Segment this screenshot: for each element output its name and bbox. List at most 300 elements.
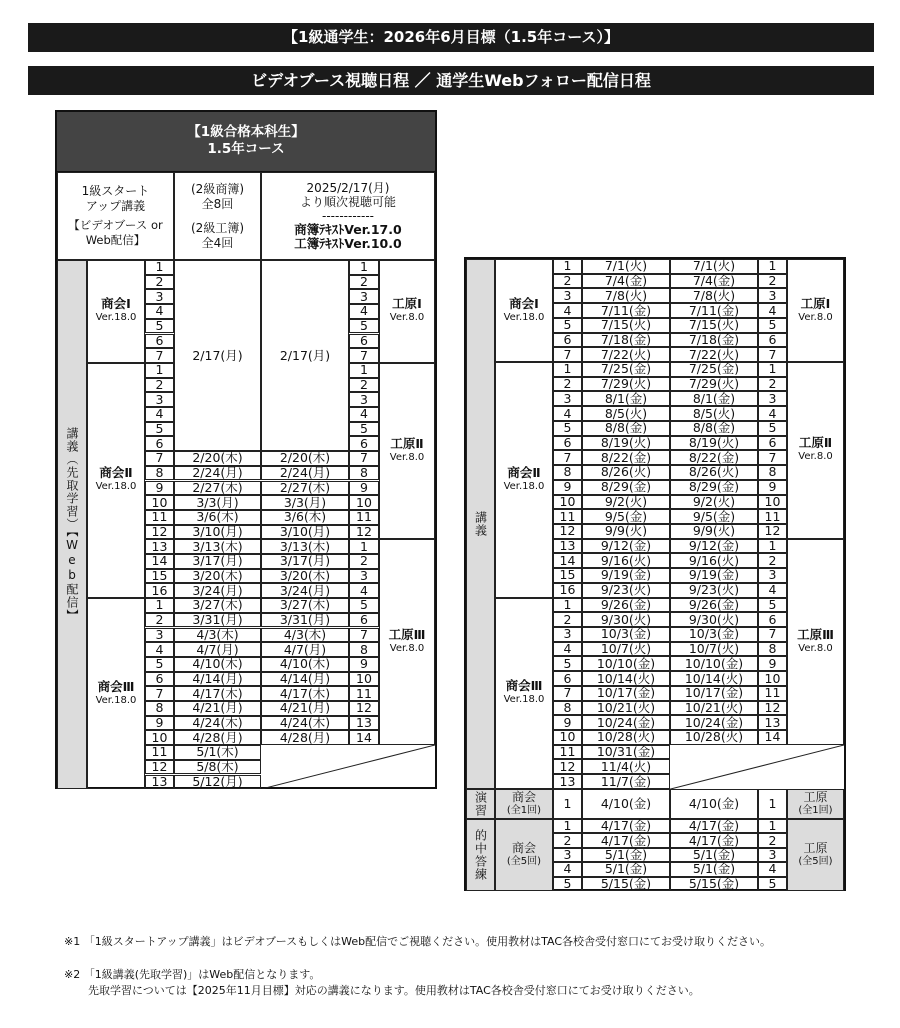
lecture-date: 7/25(金): [670, 362, 758, 377]
lecture-date: 9/9(火): [670, 524, 758, 539]
first-release-left: 2/17(月): [174, 260, 261, 451]
lecture-number: 9: [145, 481, 174, 496]
lecture-date: 10/3(金): [670, 627, 758, 642]
subject-name: 工原Ⅲ: [797, 626, 834, 642]
lecture-date: 9/5(金): [670, 509, 758, 524]
lecture-number: 8: [553, 701, 582, 716]
enshu-date: 4/10(金): [582, 789, 670, 819]
lecture-number: 1: [758, 539, 787, 554]
lecture-number: 2: [145, 275, 174, 290]
subject-count: (全5回): [798, 856, 833, 867]
lecture-number: 11: [349, 686, 379, 701]
enshu-right-subject: [787, 789, 844, 819]
lecture-number: 7: [758, 450, 787, 465]
lecture-number: 11: [758, 509, 787, 524]
lecture-number: 7: [349, 348, 379, 363]
lecture-date: 11/4(火): [582, 759, 670, 774]
lecture-number: 5: [553, 318, 582, 333]
lecture-number: 1: [553, 259, 582, 274]
lecture-date: 10/17(金): [670, 686, 758, 701]
lecture-number: 4: [553, 303, 582, 318]
lecture-number: 13: [349, 716, 379, 731]
tekichu-number: 2: [758, 833, 787, 847]
lecture-number: 9: [758, 656, 787, 671]
subject-version: Ver.18.0: [95, 312, 137, 324]
lecture-number: 9: [349, 481, 379, 496]
lecture-date: 9/16(火): [582, 553, 670, 568]
subject-version: Ver.18.0: [503, 694, 545, 706]
lecture-date: 10/14(火): [582, 671, 670, 686]
lecture-number: 4: [758, 303, 787, 318]
lecture-number: 4: [145, 304, 174, 319]
lecture-number: 6: [349, 334, 379, 349]
lecture-date: 3/3(月): [261, 495, 349, 510]
lecture-date: 7/22(火): [582, 347, 670, 362]
lecture-number: 7: [758, 627, 787, 642]
lecture-date: 4/24(木): [261, 716, 349, 731]
lecture-date: 8/5(火): [670, 406, 758, 421]
lecture-number: 1: [145, 260, 174, 275]
lecture-date: 3/31(月): [261, 613, 349, 628]
lecture-number: 7: [145, 348, 174, 363]
shobo-label: (2級商簿): [191, 181, 244, 196]
lecture-date: 10/3(金): [582, 627, 670, 642]
subject-name: 工原Ⅰ: [392, 296, 422, 312]
lecture-number: 7: [145, 451, 174, 466]
lecture-date: 3/24(月): [174, 583, 261, 598]
lecture-date: 3/20(木): [174, 569, 261, 584]
lecture-number: 13: [553, 774, 582, 789]
lecture-date: 2/24(月): [174, 466, 261, 481]
shobo-text-version: 商簿ﾃｷｽﾄVer.17.0: [294, 222, 402, 237]
lecture-date: 7/15(火): [582, 318, 670, 333]
subject-version: Ver.8.0: [389, 312, 425, 324]
lecture-number: 6: [145, 672, 174, 687]
subject-version: Ver.8.0: [798, 642, 833, 654]
lecture-number: 5: [145, 422, 174, 437]
side-label: 講義: [473, 511, 488, 537]
lecture-number: 5: [553, 656, 582, 671]
lecture-number: 8: [553, 465, 582, 480]
lecture-date: 7/29(火): [670, 377, 758, 392]
lecture-date: 8/26(火): [670, 465, 758, 480]
subject-name: 工原: [803, 841, 828, 855]
footnote-1: ※1 「1級スタートアップ講義」はビデオブースもしくはWeb配信でご視聴ください。使用教材はTAC各校舎受付窓口にてお受け取りください。: [64, 935, 772, 948]
kobo-label: (2級工簿): [191, 220, 244, 235]
right-schedule-table: [464, 257, 846, 891]
page-title: 【1級通学生：2026年6月目標（1.5年コース）】: [283, 28, 619, 46]
lecture-number: 3: [349, 569, 379, 584]
lecture-number: 15: [145, 569, 174, 584]
lecture-number: 2: [553, 377, 582, 392]
startup-label: アップ講義: [85, 199, 146, 213]
lecture-date: 4/3(木): [261, 628, 349, 643]
tekichu-date: 4/17(金): [670, 819, 758, 833]
lecture-number: 3: [758, 568, 787, 583]
lecture-number: 12: [758, 701, 787, 716]
subject-version: Ver.8.0: [389, 643, 425, 655]
lecture-number: 12: [349, 701, 379, 716]
course-header: [57, 112, 435, 172]
lecture-number: 3: [553, 627, 582, 642]
lecture-date: 8/19(火): [582, 436, 670, 451]
lecture-date: 2/27(木): [174, 481, 261, 496]
lecture-number: 13: [145, 539, 174, 554]
startup-medium: Web配信】: [85, 233, 146, 247]
subject-name: 商会Ⅲ: [97, 678, 135, 694]
tekichu-date: 5/15(金): [582, 877, 670, 891]
subject-version: Ver.18.0: [95, 694, 137, 706]
subject-name: 商会: [511, 841, 536, 855]
tekichu-label: 的中答練: [473, 829, 488, 881]
subject-name: 商会Ⅲ: [505, 678, 543, 694]
lecture-date: 9/5(金): [582, 509, 670, 524]
lecture-date: 4/14(月): [261, 672, 349, 687]
lecture-date: 8/22(金): [670, 450, 758, 465]
lecture-number: 1: [145, 363, 174, 378]
lecture-number: 9: [349, 657, 379, 672]
lecture-number: 4: [758, 406, 787, 421]
lecture-date: 4/24(木): [174, 716, 261, 731]
lecture-number: 3: [349, 289, 379, 304]
lecture-number: 12: [553, 524, 582, 539]
lecture-number: 5: [349, 422, 379, 437]
lecture-number: 2: [349, 554, 379, 569]
lecture-date: 9/30(火): [670, 612, 758, 627]
lecture-date: 3/27(木): [174, 598, 261, 613]
subject-kogen-1: [787, 259, 844, 362]
lecture-date: 4/14(月): [174, 672, 261, 687]
subject-kogen-2: [379, 363, 435, 539]
lecture-number: 3: [553, 391, 582, 406]
lecture-number: 2: [553, 612, 582, 627]
lecture-date: 9/23(火): [582, 583, 670, 598]
enshu-date: 4/10(金): [670, 789, 758, 819]
lecture-number: 5: [758, 598, 787, 613]
lecture-date: 7/4(金): [670, 274, 758, 289]
lecture-number: 4: [758, 583, 787, 598]
tekichu-right-subject: [787, 819, 844, 891]
left-schedule-table: [55, 110, 437, 789]
tekichu-date: 5/1(金): [670, 848, 758, 862]
lecture-number: 10: [553, 730, 582, 745]
lecture-date: 4/17(木): [261, 686, 349, 701]
course-subtitle: 1.5年コース: [207, 141, 285, 157]
subject-name: 工原Ⅱ: [798, 435, 833, 451]
lecture-number: 9: [553, 480, 582, 495]
subject-shokai-2: [495, 362, 553, 598]
lecture-date: 9/2(火): [670, 495, 758, 510]
lecture-number: 6: [758, 333, 787, 348]
lecture-date: 3/6(木): [174, 510, 261, 525]
lecture-date: 7/25(金): [582, 362, 670, 377]
release-note: より順次視聴可能: [299, 195, 396, 209]
subject-name: 商会Ⅱ: [99, 465, 133, 481]
lecture-number: 16: [553, 583, 582, 598]
subject-kogen-3: [379, 539, 435, 745]
page-title-bar: [28, 23, 874, 52]
release-info-cell: [261, 172, 435, 260]
subject-name: 商会: [511, 790, 536, 804]
diagonal-line: [261, 745, 435, 789]
lecture-date: 10/7(火): [670, 642, 758, 657]
lecture-number: 1: [758, 362, 787, 377]
lecture-date: 8/29(金): [670, 480, 758, 495]
lecture-number: 5: [349, 598, 379, 613]
lecture-date: 5/8(木): [174, 760, 261, 775]
lecture-date: 10/14(火): [670, 671, 758, 686]
lecture-number: 10: [145, 730, 174, 745]
lecture-number: 12: [553, 759, 582, 774]
lecture-number: 6: [349, 613, 379, 628]
lecture-number: 13: [553, 539, 582, 554]
lecture-number: 7: [553, 347, 582, 362]
lecture-date: 10/21(火): [670, 701, 758, 716]
lecture-date: 3/17(月): [174, 554, 261, 569]
lecture-date: 9/30(火): [582, 612, 670, 627]
lecture-number: 6: [758, 612, 787, 627]
subject-shokai-2: [87, 363, 145, 598]
lecture-number: 12: [145, 525, 174, 540]
lecture-number: 5: [145, 319, 174, 334]
lecture-number: 1: [145, 598, 174, 613]
lecture-date: 7/8(火): [582, 288, 670, 303]
lecture-date: 5/12(月): [174, 775, 261, 790]
lecture-date: 3/10(月): [261, 525, 349, 540]
lecture-number: 11: [758, 686, 787, 701]
lecture-date: 9/19(金): [670, 568, 758, 583]
lecture-date: 9/26(金): [670, 598, 758, 613]
tekichu-number: 5: [553, 877, 582, 891]
lecture-date: 9/19(金): [582, 568, 670, 583]
side-label-cell: [57, 260, 87, 789]
lecture-number: 4: [349, 304, 379, 319]
lecture-number: 3: [553, 288, 582, 303]
empty-cell-diagonal: [261, 745, 435, 789]
lecture-date: 7/18(金): [670, 333, 758, 348]
lecture-number: 8: [145, 466, 174, 481]
tekichu-date: 4/17(金): [582, 819, 670, 833]
lecture-date: 9/12(金): [582, 539, 670, 554]
tekichu-label-cell: [466, 819, 495, 891]
subject-version: Ver.18.0: [503, 480, 545, 492]
lecture-number: 8: [349, 642, 379, 657]
lecture-date: 7/11(金): [670, 303, 758, 318]
tekichu-date: 5/1(金): [670, 862, 758, 876]
lecture-number: 3: [145, 289, 174, 304]
lecture-number: 3: [145, 628, 174, 643]
kobo-count: 全4回: [201, 235, 234, 250]
lecture-number: 5: [553, 421, 582, 436]
subject-count: (全1回): [506, 805, 542, 816]
lecture-number: 14: [349, 730, 379, 745]
lecture-date: 4/28(月): [174, 730, 261, 745]
lecture-date: 7/22(火): [670, 347, 758, 362]
lecture-number: 1: [349, 260, 379, 275]
tekichu-number: 2: [553, 833, 582, 847]
lecture-number: 1: [349, 539, 379, 554]
lecture-date: 4/10(木): [261, 657, 349, 672]
subject-name: 工原Ⅱ: [390, 436, 424, 452]
lecture-date: 2/20(木): [174, 451, 261, 466]
lecture-date: 9/23(火): [670, 583, 758, 598]
lecture-number: 7: [349, 451, 379, 466]
lecture-date: 7/1(火): [582, 259, 670, 274]
release-separator: ------------: [322, 209, 374, 223]
lecture-date: 2/24(月): [261, 466, 349, 481]
lecture-number: 10: [349, 672, 379, 687]
lecture-number: 11: [145, 510, 174, 525]
lecture-number: 7: [553, 450, 582, 465]
subject-shokai-3: [495, 598, 553, 789]
shobo-count: 全8回: [201, 196, 234, 211]
lecture-date: 8/8(金): [670, 421, 758, 436]
lecture-date: 4/28(月): [261, 730, 349, 745]
lecture-number: 10: [145, 495, 174, 510]
lecture-number: 2: [145, 613, 174, 628]
lecture-number: 6: [349, 436, 379, 451]
lecture-number: 14: [145, 554, 174, 569]
tekichu-date: 5/15(金): [670, 877, 758, 891]
tekichu-number: 3: [553, 848, 582, 862]
lecture-number: 6: [145, 334, 174, 349]
startup-label: 1級スタート: [81, 184, 150, 198]
subject-shokai-1: [495, 259, 553, 362]
lecture-date: 4/7(月): [261, 642, 349, 657]
lecture-date: 10/10(金): [670, 656, 758, 671]
lecture-date: 8/19(火): [670, 436, 758, 451]
lecture-number: 1: [349, 363, 379, 378]
subject-version: Ver.18.0: [95, 481, 137, 493]
lecture-number: 11: [553, 509, 582, 524]
lecture-number: 2: [758, 377, 787, 392]
lecture-number: 2: [758, 274, 787, 289]
lecture-number: 2: [349, 378, 379, 393]
lecture-number: 3: [758, 288, 787, 303]
lecture-number: 7: [553, 686, 582, 701]
subject-name: 工原Ⅰ: [800, 295, 831, 311]
lecture-number: 2: [145, 378, 174, 393]
lecture-date: 7/4(金): [582, 274, 670, 289]
lecture-number: 8: [758, 465, 787, 480]
subject-name: 商会Ⅰ: [509, 295, 539, 311]
subject-name: 工原: [803, 790, 828, 804]
lecture-number: 4: [145, 407, 174, 422]
lecture-number: 2: [758, 553, 787, 568]
tekichu-date: 5/1(金): [582, 862, 670, 876]
footnote-2: ※2 「1級講義(先取学習)」はWeb配信となります。: [64, 968, 321, 981]
lecture-date: 10/24(金): [670, 715, 758, 730]
subject-name: 商会Ⅱ: [507, 464, 541, 480]
lecture-number: 11: [145, 745, 174, 760]
lecture-number: 10: [758, 671, 787, 686]
lecture-number: 4: [349, 583, 379, 598]
tekichu-number: 4: [758, 862, 787, 876]
lecture-number: 13: [145, 775, 174, 790]
lecture-date: 4/3(木): [174, 628, 261, 643]
lecture-date: 3/13(木): [174, 539, 261, 554]
tekichu-number: 1: [758, 819, 787, 833]
subject-shokai-1: [87, 260, 145, 363]
lecture-number: 6: [758, 436, 787, 451]
subject-count: (全5回): [506, 856, 542, 867]
lecture-date: 10/7(火): [582, 642, 670, 657]
lecture-number: 2: [349, 275, 379, 290]
lecture-number: 9: [145, 716, 174, 731]
lecture-date: 3/20(木): [261, 569, 349, 584]
lecture-date: 7/8(火): [670, 288, 758, 303]
release-date: 2025/2/17(月): [306, 181, 390, 195]
lecture-date: 3/31(月): [174, 613, 261, 628]
subject-count: (全1回): [798, 805, 833, 816]
tekichu-number: 4: [553, 862, 582, 876]
lecture-date: 3/24(月): [261, 583, 349, 598]
lecture-number: 4: [553, 642, 582, 657]
lecture-number: 4: [553, 406, 582, 421]
lecture-number: 3: [758, 391, 787, 406]
lecture-date: 8/8(金): [582, 421, 670, 436]
subject-name: 工原Ⅲ: [388, 627, 426, 643]
side-label: 講義（先取学習）【Web配信】: [65, 427, 79, 622]
lecture-date: 2/27(木): [261, 481, 349, 496]
lecture-date: 10/24(金): [582, 715, 670, 730]
lecture-date: 10/21(火): [582, 701, 670, 716]
lecture-date: 10/28(火): [670, 730, 758, 745]
course-count-cell: [174, 172, 261, 260]
lecture-date: 8/1(金): [582, 391, 670, 406]
lecture-number: 4: [349, 407, 379, 422]
footnote-3: 先取学習については【2025年11月目標】対応の講義になります。使用教材はTAC各校舎受付窓口にてお受け取りください。: [88, 984, 700, 997]
lecture-number: 16: [145, 583, 174, 598]
enshu-label: 演習: [473, 791, 488, 817]
lecture-number: 2: [553, 274, 582, 289]
lecture-date: 2/20(木): [261, 451, 349, 466]
lecture-number: 8: [145, 701, 174, 716]
lecture-date: 10/10(金): [582, 656, 670, 671]
enshu-number: 1: [758, 789, 787, 819]
lecture-date: 3/27(木): [261, 598, 349, 613]
lecture-number: 14: [758, 730, 787, 745]
lecture-date: 11/7(金): [582, 774, 670, 789]
lecture-date: 9/2(火): [582, 495, 670, 510]
lecture-number: 7: [349, 628, 379, 643]
lecture-date: 4/7(月): [174, 642, 261, 657]
lecture-number: 15: [553, 568, 582, 583]
lecture-date: 4/21(月): [174, 701, 261, 716]
empty-cell-diagonal: [670, 745, 844, 789]
lecture-date: 3/3(月): [174, 495, 261, 510]
tekichu-date: 4/17(金): [670, 833, 758, 847]
diagonal-line: [670, 745, 844, 789]
lecture-number: 1: [553, 598, 582, 613]
lecture-number: 12: [145, 760, 174, 775]
tekichu-date: 4/17(金): [582, 833, 670, 847]
lecture-number: 11: [553, 745, 582, 760]
startup-medium: 【ビデオブース or: [68, 218, 163, 232]
lecture-number: 13: [758, 715, 787, 730]
side-label-cell: [466, 259, 495, 789]
lecture-number: 8: [349, 466, 379, 481]
lecture-date: 4/17(木): [174, 686, 261, 701]
lecture-number: 3: [145, 392, 174, 407]
enshu-label-cell: [466, 789, 495, 819]
subject-kogen-1: [379, 260, 435, 363]
lecture-date: 8/29(金): [582, 480, 670, 495]
page-subtitle-bar: [28, 66, 874, 95]
lecture-date: 3/13(木): [261, 539, 349, 554]
lecture-date: 5/1(木): [174, 745, 261, 760]
lecture-date: 7/29(火): [582, 377, 670, 392]
